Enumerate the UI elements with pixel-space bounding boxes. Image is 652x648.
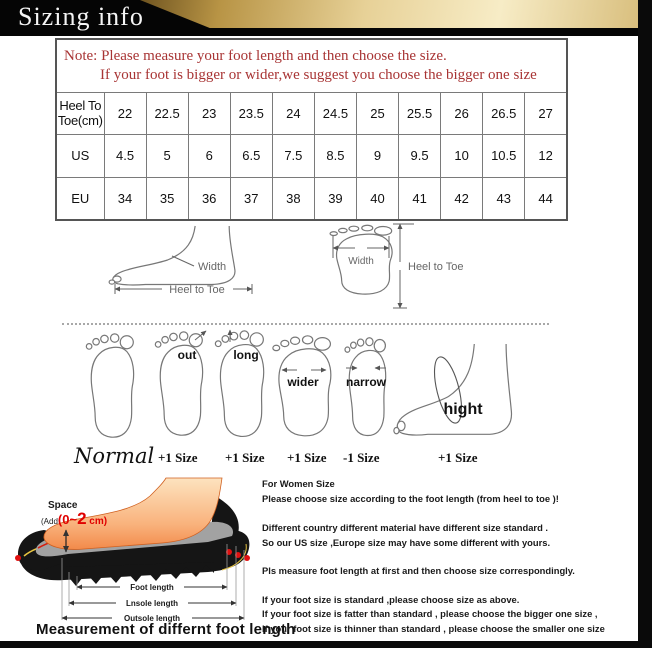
- info-line: Pls measure foot length at first and then choose size correspondingly.: [262, 565, 575, 576]
- shoe-sketch: [15, 478, 250, 586]
- foot-length-label: Foot length: [130, 583, 174, 592]
- size-cell: 26.5: [483, 92, 525, 134]
- info-line: If your foot size is fatter than standard , please choose the bigger one size ,: [262, 608, 598, 619]
- side-heel-to-toe-label: Heel to Toe: [169, 284, 225, 296]
- size-cell: 8.5: [314, 134, 356, 177]
- table-row-us: [56, 134, 567, 177]
- foot-types-diagram: [60, 326, 520, 446]
- size-cell: 7.5: [272, 134, 314, 177]
- info-line: So our US size ,Europe size may have some different with yours.: [262, 536, 551, 548]
- size-cell: 35: [146, 177, 188, 220]
- size-adjust-label: +1 Size: [438, 450, 478, 465]
- diagram-caption: Measurement of differnt foot length: [36, 621, 296, 638]
- size-cell: 10.5: [483, 134, 525, 177]
- space-value-label: [41, 509, 107, 528]
- table-row-heel-to-toe: [56, 92, 567, 134]
- insole-length-label: Lnsole length: [126, 599, 178, 608]
- sole-foot-sketch: [330, 224, 463, 308]
- hight-label: hight: [443, 401, 483, 418]
- size-cell: 41: [399, 177, 441, 220]
- shoe-length-diagram: [8, 472, 264, 624]
- foot-measure-diagram: [100, 222, 480, 323]
- size-cell: 40: [356, 177, 398, 220]
- size-cell: 22.5: [146, 92, 188, 134]
- out-label: out: [177, 348, 197, 362]
- size-adjust-label: +1 Size: [287, 450, 327, 465]
- size-cell: 9: [356, 134, 398, 177]
- space-part-cm: cm): [86, 516, 108, 527]
- size-cell: 22: [104, 92, 146, 134]
- space-part-add: (Add: [41, 517, 58, 526]
- size-cell: 23: [188, 92, 230, 134]
- dotted-divider: [62, 323, 549, 325]
- normal-foot-sketch: [86, 334, 133, 437]
- note-row: [56, 39, 567, 92]
- sole-heel-to-toe-label: Heel to Toe: [408, 261, 464, 273]
- size-cell: 36: [188, 177, 230, 220]
- space-part-two: 2: [77, 509, 87, 528]
- info-line: For Women Size: [262, 478, 335, 489]
- size-cell: 12: [525, 134, 567, 177]
- size-adjust-label: -1 Size: [343, 450, 380, 465]
- table-row-eu: [56, 177, 567, 220]
- size-cell: 6: [188, 134, 230, 177]
- size-cell: 25.5: [399, 92, 441, 134]
- size-cell: 4.5: [104, 134, 146, 177]
- normal-size-label: Normal: [74, 444, 155, 468]
- size-cell: 26: [441, 92, 483, 134]
- side-foot-sketch: [109, 226, 252, 296]
- size-cell: 42: [441, 177, 483, 220]
- header-bar: [0, 0, 652, 36]
- bottom-black-border: [0, 641, 652, 648]
- size-cell: 37: [230, 177, 272, 220]
- size-cell: 44: [525, 177, 567, 220]
- side-width-label: Width: [198, 261, 227, 273]
- note-line1: Note: Please measure your foot length and then choose the size.: [64, 47, 447, 64]
- gold-ribbon: [140, 0, 638, 28]
- note-line2: If your foot is bigger or wider,we suggest you choose the bigger one size: [100, 66, 537, 83]
- long-foot-sketch: [215, 331, 263, 437]
- size-cell: 27: [525, 92, 567, 134]
- size-cell: 34: [104, 177, 146, 220]
- hight-foot-sketch: [394, 344, 512, 435]
- info-line: Different country different material have different size standard .: [262, 522, 549, 533]
- info-text-block: [262, 477, 640, 636]
- row-label-us: US: [56, 134, 104, 177]
- space-part-range: (0~: [57, 512, 78, 527]
- right-black-border: [638, 0, 652, 648]
- page-title: Sizing info: [18, 2, 144, 31]
- info-line: Please choose size according to the foot length (from heel to toe )!: [262, 492, 559, 504]
- note-cell: [56, 39, 567, 92]
- size-cell: 39: [314, 177, 356, 220]
- size-cell: 24: [272, 92, 314, 134]
- row-label-eu: EU: [56, 177, 104, 220]
- size-cell: 25: [356, 92, 398, 134]
- size-adjust-label: +1 Size: [225, 450, 265, 465]
- row-label-heel-to-toe: Heel To Toe(cm): [56, 92, 104, 134]
- wider-label: wider: [287, 375, 319, 389]
- size-cell: 38: [272, 177, 314, 220]
- outsole-length-label: Outsole length: [124, 614, 180, 623]
- size-adjust-label: +1 Size: [158, 450, 198, 465]
- narrow-label: narrow: [345, 375, 387, 389]
- info-line: If your foot size is standard ,please choose size as above.: [262, 593, 520, 605]
- size-cell: 24.5: [314, 92, 356, 134]
- size-cell: 23.5: [230, 92, 272, 134]
- size-chart-table: [55, 38, 568, 221]
- size-cell: 10: [441, 134, 483, 177]
- size-cell: 9.5: [399, 134, 441, 177]
- space-label: Space: [48, 500, 78, 511]
- info-line: If your foot size is thinner than standard , please choose the smaller one size: [262, 622, 605, 634]
- sole-width-label: Width: [348, 256, 374, 267]
- long-label: long: [233, 348, 259, 362]
- size-cell: 5: [146, 134, 188, 177]
- size-cell: 43: [483, 177, 525, 220]
- size-cell: 6.5: [230, 134, 272, 177]
